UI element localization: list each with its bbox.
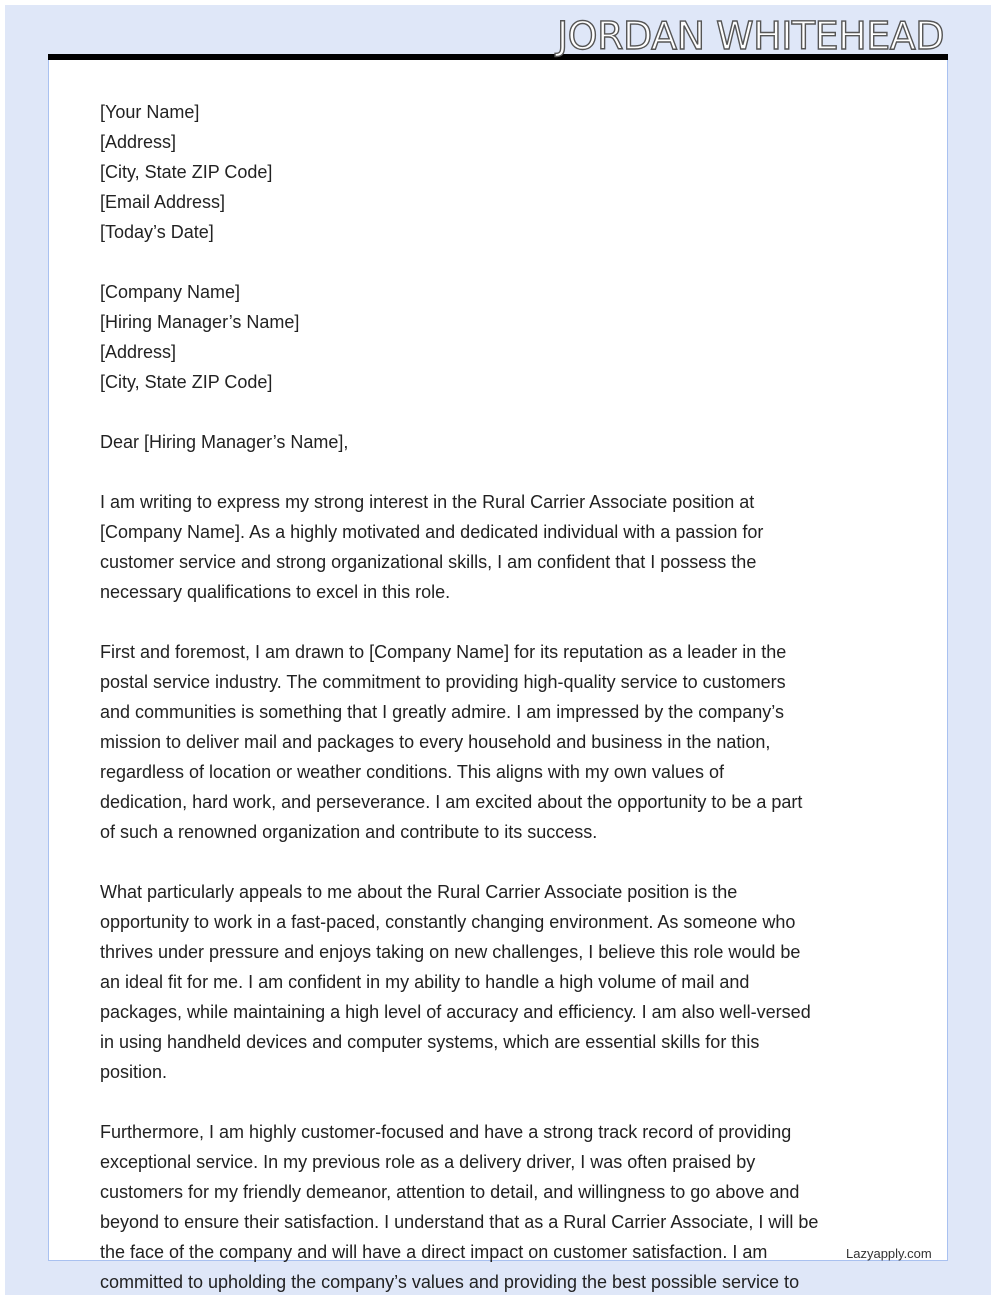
letter-body <box>100 97 920 1297</box>
paragraph-line: an ideal fit for me. I am confident in my ability to handle a high volume of mail and <box>100 972 750 992</box>
paragraph <box>100 637 920 847</box>
paragraph-line: thrives under pressure and enjoys taking on new challenges, I believe this role would be <box>100 942 801 962</box>
sender-line: [City, State ZIP Code] <box>100 162 273 182</box>
paragraph-line: dedication, hard work, and perseverance. I am excited about the opportunity to be a part <box>100 792 803 812</box>
sender-line: [Your Name] <box>100 102 200 122</box>
recipient-line: [Hiring Manager’s Name] <box>100 312 300 332</box>
recipient-line: [Address] <box>100 342 177 362</box>
paragraph-line: exceptional service. In my previous role as a delivery driver, I was often praised by <box>100 1152 756 1172</box>
watermark: Lazyapply.com <box>846 1246 932 1261</box>
paragraph-line: position. <box>100 1062 168 1082</box>
paragraph-line: [Company Name]. As a highly motivated and dedicated individual with a passion for <box>100 522 764 542</box>
recipient-block <box>100 277 920 397</box>
applicant-name: JORDAN WHITEHEAD <box>556 14 944 58</box>
paragraph-line: and communities is something that I greatly admire. I am impressed by the company’s <box>100 702 784 722</box>
sender-line: [Today’s Date] <box>100 222 214 242</box>
paragraph-line: postal service industry. The commitment to providing high-quality service to customers <box>100 672 786 692</box>
sender-block <box>100 97 920 247</box>
recipient-line: [Company Name] <box>100 282 241 302</box>
paragraph-line: necessary qualifications to excel in this role. <box>100 582 451 602</box>
paragraph-line: committed to upholding the company’s values and providing the best possible service to <box>100 1272 800 1292</box>
paragraph-line: of such a renowned organization and contribute to its success. <box>100 822 598 842</box>
paragraph <box>100 1117 920 1297</box>
paragraph-line: in using handheld devices and computer systems, which are essential skills for this <box>100 1032 760 1052</box>
paragraph-line: regardless of location or weather conditions. This aligns with my own values of <box>100 762 724 782</box>
paragraph-line: What particularly appeals to me about the Rural Carrier Associate position is the <box>100 882 738 902</box>
paragraph-line: beyond to ensure their satisfaction. I understand that as a Rural Carrier Associate, I will be <box>100 1212 819 1232</box>
sender-line: [Address] <box>100 132 177 152</box>
paragraph <box>100 487 920 607</box>
paragraph-line: mission to deliver mail and packages to every household and business in the nation, <box>100 732 771 752</box>
paragraph-line: opportunity to work in a fast-paced, constantly changing environment. As someone who <box>100 912 796 932</box>
paragraph-line: packages, while maintaining a high level of accuracy and efficiency. I am also well-versed <box>100 1002 811 1022</box>
paragraph-line: customers for my friendly demeanor, attention to detail, and willingness to go above and <box>100 1182 800 1202</box>
paragraph-line: I am writing to express my strong interest in the Rural Carrier Associate position at <box>100 492 755 512</box>
paragraph <box>100 877 920 1087</box>
paragraph-line: customer service and strong organizational skills, I am confident that I possess the <box>100 552 757 572</box>
paragraph-line: the face of the company and will have a direct impact on customer satisfaction. I am <box>100 1242 768 1262</box>
recipient-line: [City, State ZIP Code] <box>100 372 273 392</box>
salutation: Dear [Hiring Manager’s Name], <box>100 432 349 452</box>
paragraph-line: First and foremost, I am drawn to [Company Name] for its reputation as a leader in the <box>100 642 787 662</box>
sender-line: [Email Address] <box>100 192 226 212</box>
paragraph-line: Furthermore, I am highly customer-focused and have a strong track record of providing <box>100 1122 792 1142</box>
